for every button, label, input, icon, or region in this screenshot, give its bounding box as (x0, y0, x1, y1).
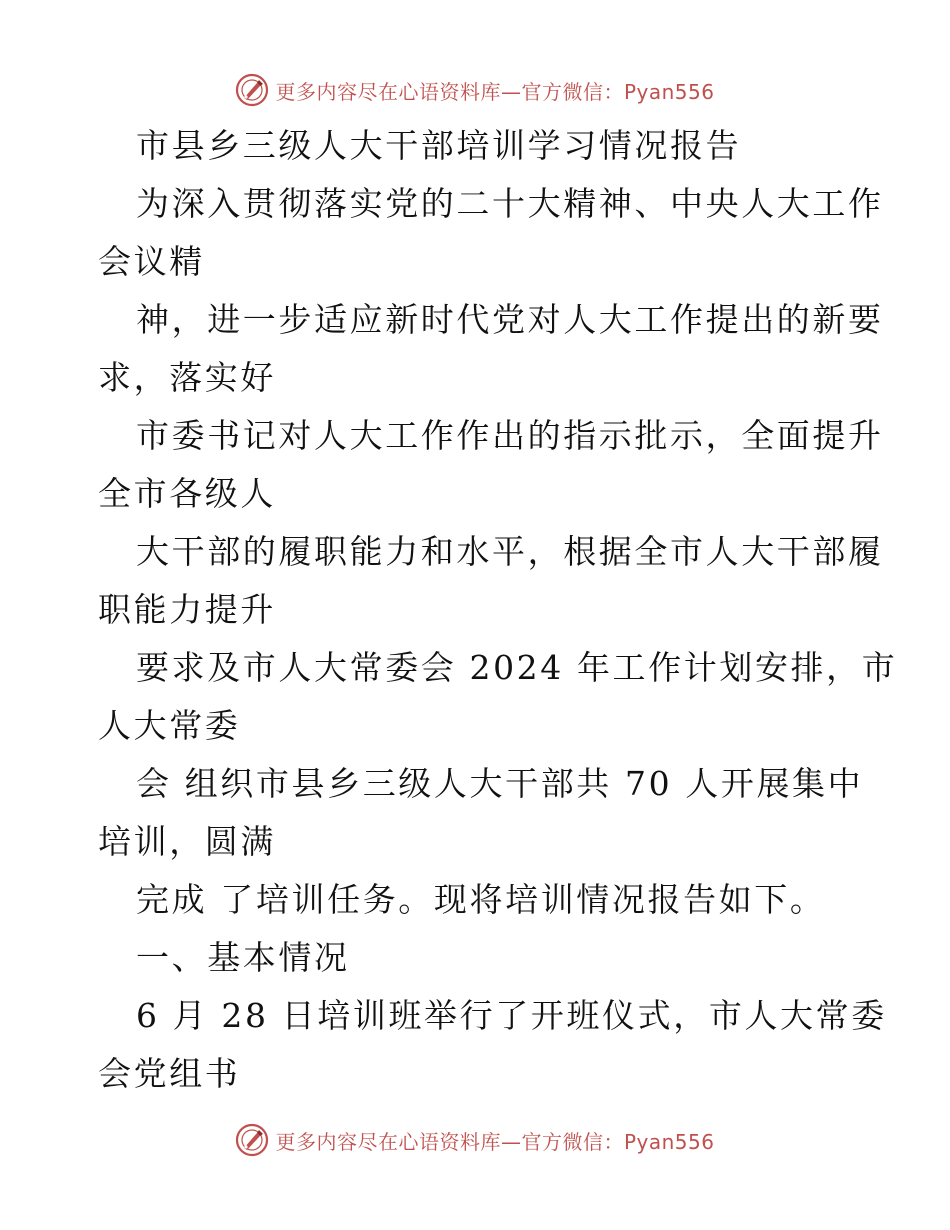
paragraph-line: 要求及市人大常委会 2024 年工作计划安排，市 (136, 648, 898, 687)
paragraph-line: 市委书记对人大工作作出的指示批示，全面提升 (136, 416, 884, 455)
pen-seal-icon (235, 1123, 269, 1157)
paragraph-line: 完成 了培训任务。现将培训情况报告如下。 (136, 880, 826, 919)
paragraph-line: 职能力提升 (98, 590, 276, 629)
paragraph-line: 为深入贯彻落实党的二十大精神、中央人大工作 (136, 184, 884, 223)
footer-watermark (0, 1120, 950, 1160)
section-heading: 一、基本情况 (136, 938, 350, 977)
paragraph-line: 会党组书 (98, 1054, 241, 1093)
paragraph-line: 神，进一步适应新时代党对人大工作提出的新要 (136, 300, 884, 339)
paragraph-line: 会 组织市县乡三级人大干部共 70 人开展集中 (136, 764, 864, 803)
paragraph-line: 会议精 (98, 242, 205, 281)
paragraph-line: 6 月 28 日培训班举行了开班仪式，市人大常委 (136, 996, 887, 1035)
watermark-text: 更多内容尽在心语资料库—官方微信：Pyan556 (275, 79, 715, 104)
document-title: 市县乡三级人大干部培训学习情况报告 (136, 126, 742, 165)
paragraph-line: 求，落实好 (98, 358, 276, 397)
paragraph-line: 培训，圆满 (98, 822, 276, 861)
paragraph-line: 全市各级人 (98, 474, 276, 513)
paragraph-line: 大干部的履职能力和水平，根据全市人大干部履 (136, 532, 884, 571)
watermark-text: 更多内容尽在心语资料库—官方微信：Pyan556 (275, 1129, 715, 1154)
paragraph-line: 人大常委 (98, 706, 241, 745)
